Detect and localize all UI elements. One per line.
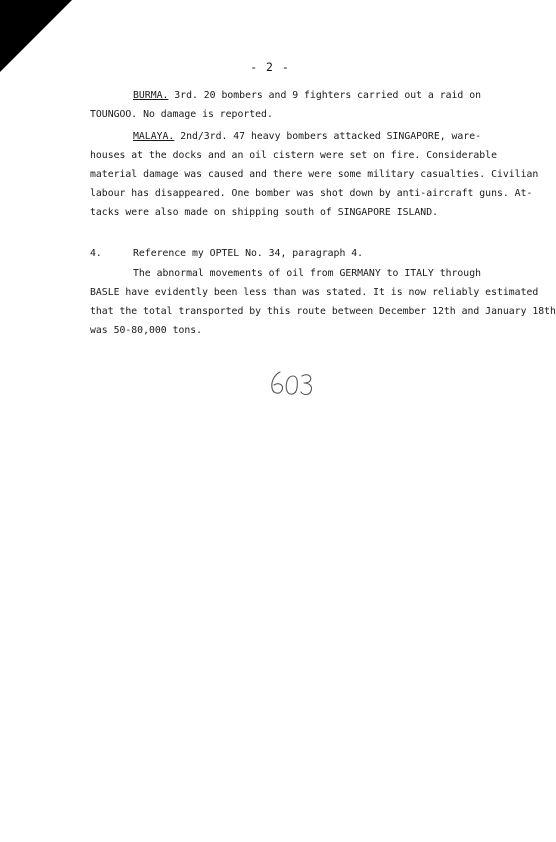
para-4-reference: Reference my OPTEL No. 34, paragraph 4. <box>133 248 364 259</box>
malaya-line-1-text: 2nd/3rd. 47 heavy bombers attacked SINGAPORE, ware- <box>174 131 482 142</box>
burma-line-1 <box>133 90 481 102</box>
para-4-line-4: was 50-80,000 tons. <box>90 325 203 336</box>
malaya-line-3: material damage was caused and there were some military casualties. Civilian <box>90 169 539 180</box>
malaya-heading: MALAYA. <box>133 131 175 142</box>
para-4-number: 4. <box>90 248 102 259</box>
malaya-line-1 <box>133 131 481 143</box>
burma-line-2: TOUNGOO. No damage is reported. <box>90 109 273 120</box>
burma-heading: BURMA. <box>133 90 169 101</box>
page-number: - 2 - <box>250 60 290 74</box>
malaya-line-5: tacks were also made on shipping south of SINGAPORE ISLAND. <box>90 207 438 218</box>
burma-line-1-text: 3rd. 20 bombers and 9 fighters carried out a raid on <box>168 90 481 101</box>
para-4-line-3: that the total transported by this route between December 12th and January 18th <box>90 306 556 317</box>
para-4-line-1: The abnormal movements of oil from GERMANY to ITALY through <box>133 268 481 279</box>
para-4-line-2: BASLE have evidently been less than was stated. It is now reliably estimated <box>90 287 539 298</box>
malaya-line-4: labour has disappeared. One bomber was shot down by anti-aircraft guns. At- <box>90 188 533 199</box>
handwritten-page-mark <box>268 368 318 398</box>
malaya-line-2: houses at the docks and an oil cistern were set on fire. Considerable <box>90 150 497 161</box>
